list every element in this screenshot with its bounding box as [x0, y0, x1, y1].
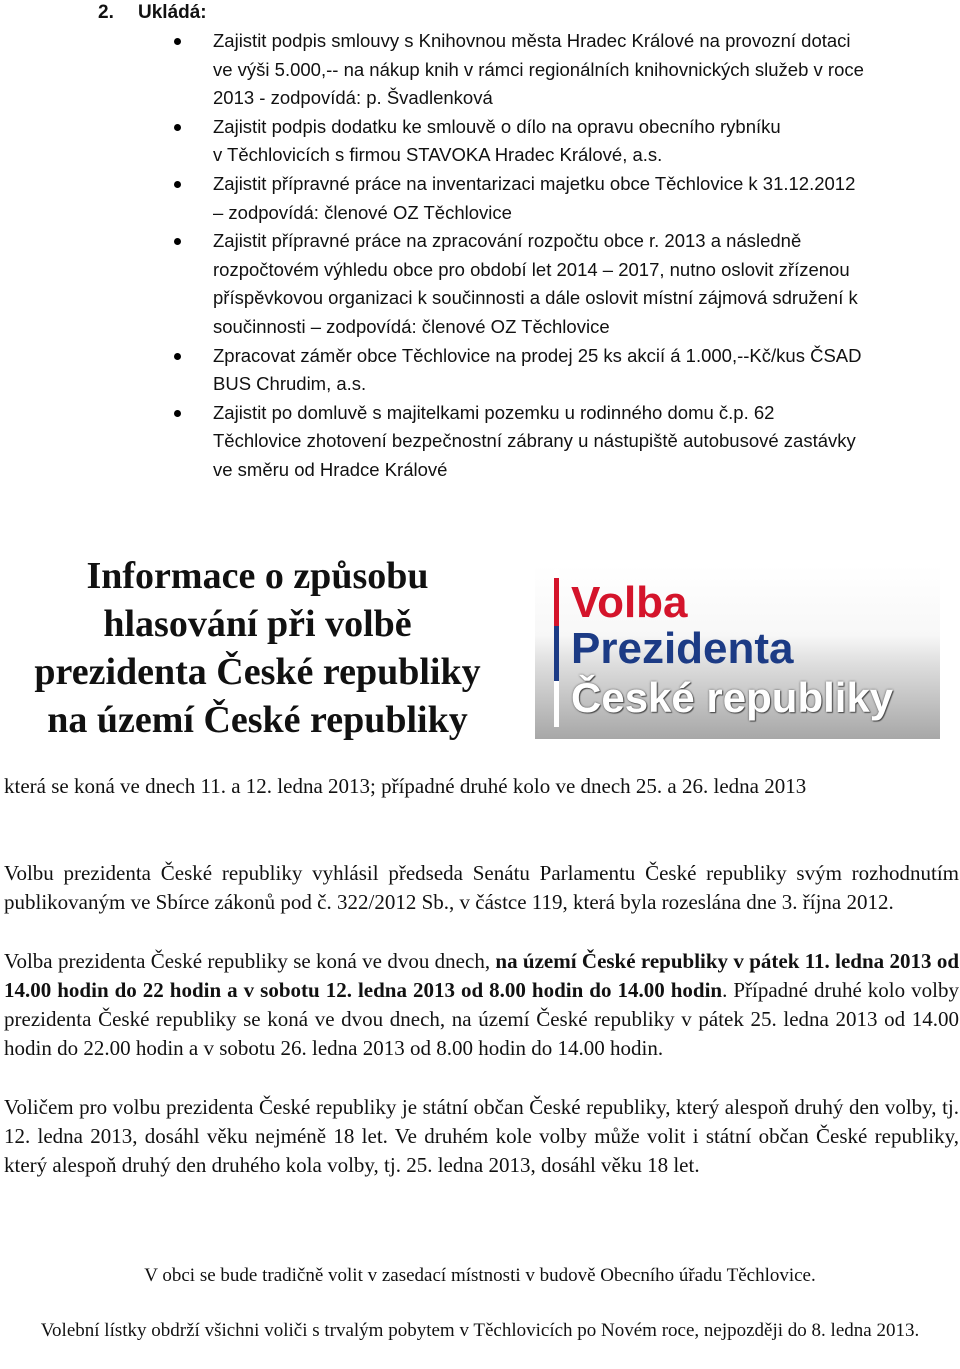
voter-eligibility-paragraph: Voličem pro volbu prezidenta České republiky je státní občan České republiky, který alespoň druhý den volby, tj. 12. ledna 2013, dosáhl věku nejméně 18 let. Ve druhém kole volby může volit i státní občan České republiky, který alespoň druhý den druhého kola volby, tj. 25. ledna 2013, dosáhl věku 18 let. — [4, 1095, 959, 1177]
voting-times-lead: Volba prezidenta České republiky se koná ve dvou dnech, — [4, 949, 496, 973]
task-text: Zajistit přípravné práce na zpracování rozpočtu obce r. 2013 a následně rozpočtovém výhledu obce pro období let 2014 – 2017, nutno oslovit zřízenou příspěvkovou organizaci k součinnosti a dále oslovit místní zájmová sdružení k součinnosti – zodpovídá: členové OZ Těchlovice — [213, 230, 858, 337]
volba-prezidenta-logo — [535, 566, 940, 739]
polling-place-note: V obci se bude tradičně volit v zasedací místnosti v budově Obecního úřadu Těchlovice. — [144, 1265, 816, 1286]
ballot-delivery-note: Volební lístky obdrží všichni voliči s trvalým pobytem v Těchlovicích po Novém roce, nejpozději do 8. ledna 2013. — [40, 1320, 920, 1341]
logo-stripe-white — [554, 569, 559, 577]
election-dates: která se koná ve dnech 11. a 12. ledna 2013; případné druhé kolo ve dnech 25. a 26. ledna 2013 — [4, 774, 807, 798]
logo-line-volba: Volba — [571, 578, 688, 627]
list-item — [170, 342, 950, 399]
task-text: Zajistit po domluvě s majitelkami pozemku u rodinného domu č.p. 62 Těchlovice zhotovení bezpečnostní zábrany u nástupiště autobusové zastávky ve směru od Hradce Králové — [213, 401, 856, 480]
section-number: 2. — [98, 2, 114, 23]
logo-stripe-blue — [554, 626, 559, 681]
section-heading — [98, 2, 207, 24]
logo-stripe-red — [554, 578, 559, 626]
list-item — [170, 27, 950, 113]
task-list — [170, 27, 950, 485]
voting-times-bold: na území České republiky v pátek 11. ledna 2013 od 14.00 hodin do 22 hodin a v sobotu 12. ledna 2013 od 8.00 hodin do 14.00 hodin — [4, 949, 960, 1002]
task-text: Zpracovat záměr obce Těchlovice na prodej 25 ks akcií á 1.000,--Kč/kus ČSAD BUS Chrudim, a.s. — [213, 344, 862, 395]
task-text: Zajistit podpis dodatku ke smlouvě o dílo na opravu obecního rybníku v Těchlovicích s firmou STAVOKA Hradec Králové, a.s. — [213, 115, 781, 166]
list-item — [170, 399, 950, 485]
list-item — [170, 170, 950, 227]
info-title: Informace o způsobu hlasování při volbě prezidenta České republiky na území České republiky — [34, 555, 481, 741]
announcement-paragraph: Volbu prezidenta České republiky vyhlásil předseda Senátu Parlamentu České republiky svým rozhodnutím publikovaným ve Sbírce zákonů pod č. 322/2012 Sb., v částce 119, která byla rozeslána dne 3. října 2012. — [4, 861, 959, 914]
logo-line-prezidenta: Prezidenta — [571, 624, 794, 673]
voting-times-paragraph — [4, 947, 959, 1063]
list-item — [170, 227, 950, 341]
logo-stripe-bottom — [554, 681, 559, 727]
task-text: Zajistit přípravné práce na inventarizaci majetku obce Těchlovice k 31.12.2012 – zodpovídá: členové OZ Těchlovice — [213, 172, 856, 223]
section-title: Ukládá: — [138, 2, 207, 23]
logo-line-republiky: České republiky — [571, 674, 894, 721]
list-item — [170, 113, 950, 170]
voting-times-second-round: . Případné druhé kolo volby prezidenta České republiky se koná ve dvou dnech, na území České republiky v pátek 25. ledna 2013 od 14.00 hodin do 22.00 hodin a v sobotu 26. ledna 2013 od 8.00 hodin do 14.00 hodin. — [4, 978, 959, 1060]
task-text: Zajistit podpis smlouvy s Knihovnou města Hradec Králové na provozní dotaci ve výši 5.000,-- na nákup knih v rámci regionálních knihovnických služeb v roce 2013 - zodpovídá: p. Švadlenková — [213, 30, 864, 109]
